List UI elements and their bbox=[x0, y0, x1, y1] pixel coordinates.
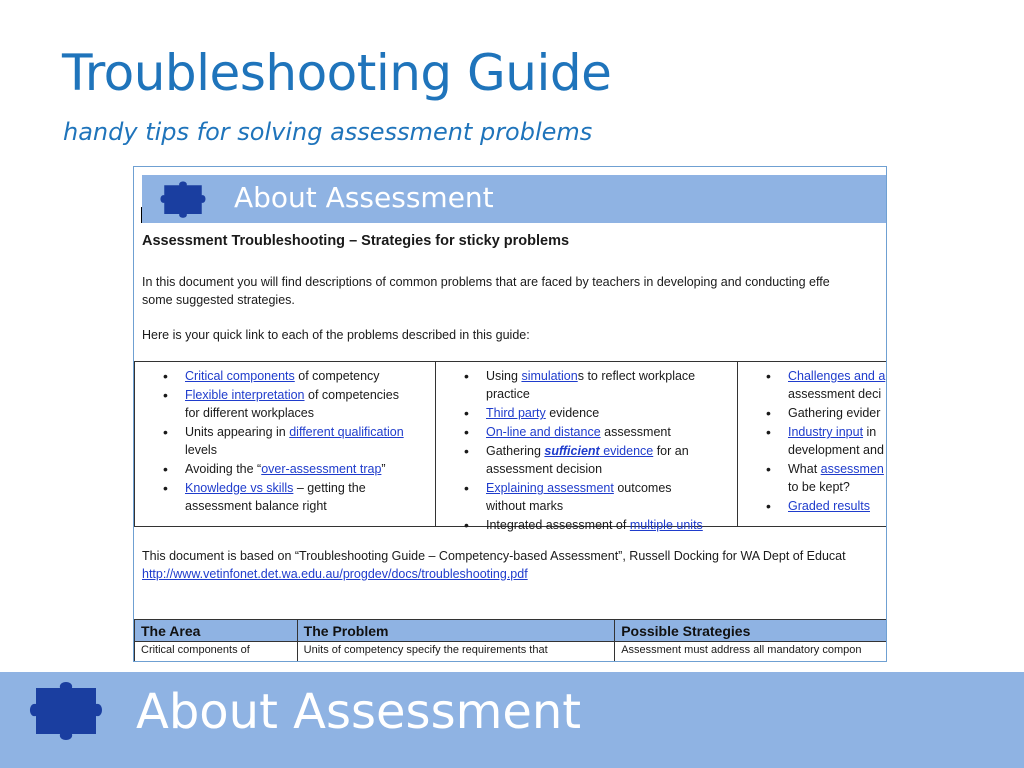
link-critical-components[interactable]: Critical components bbox=[185, 369, 295, 383]
list-item: • Critical components of competency bbox=[135, 367, 435, 385]
links-column-2 bbox=[436, 362, 738, 532]
list-item: • Gathering evider bbox=[738, 404, 887, 422]
list-item: • Avoiding the “over-assessment trap” bbox=[135, 460, 435, 478]
list-item: • What assessmen to be kept? bbox=[738, 460, 887, 496]
list-item: • Knowledge vs skills – getting the assessment balance right bbox=[135, 479, 435, 515]
footer-banner bbox=[0, 672, 1024, 768]
puzzle-piece-icon bbox=[152, 179, 214, 219]
link-sufficient[interactable]: sufficient bbox=[544, 444, 600, 458]
list-item: • Integrated assessment of multiple units bbox=[436, 516, 737, 534]
table-header: The Problem bbox=[297, 620, 615, 642]
intro-line-2: some suggested strategies. bbox=[142, 293, 295, 307]
links-column-1 bbox=[134, 362, 436, 526]
intro-line-1: In this document you will find descriptions of common problems that are faced by teachers in developing and conducting effe bbox=[142, 275, 830, 289]
list-item: • Gathering sufficient evidence for an assessment decision bbox=[436, 442, 737, 478]
quick-links-table bbox=[134, 361, 887, 532]
slide-subtitle: handy tips for solving assessment problems bbox=[63, 118, 593, 146]
table-header: Possible Strategies bbox=[615, 620, 887, 642]
document-banner bbox=[142, 175, 887, 223]
puzzle-piece-icon bbox=[20, 678, 112, 742]
source-url-link[interactable]: http://www.vetinfonet.det.wa.edu.au/progdev/docs/troubleshooting.pdf bbox=[142, 567, 528, 581]
link-online-distance[interactable]: On-line and distance bbox=[486, 425, 601, 439]
list-item: • Explaining assessment outcomes without marks bbox=[436, 479, 737, 515]
list-item: • On-line and distance assessment bbox=[436, 423, 737, 441]
link-different-qualification[interactable]: different qualification bbox=[289, 425, 404, 439]
quick-link-intro: Here is your quick link to each of the problems described in this guide: bbox=[142, 328, 530, 342]
list-item: • Using simulations to reflect workplace practice bbox=[436, 367, 737, 403]
link-multiple-units[interactable]: multiple units bbox=[629, 518, 703, 532]
document-preview bbox=[133, 166, 887, 662]
troubleshooting-table bbox=[134, 619, 887, 662]
link-over-assessment-trap[interactable]: over-assessment trap bbox=[261, 462, 382, 476]
table-row bbox=[135, 642, 888, 663]
list-item bbox=[738, 497, 887, 515]
document-heading: Assessment Troubleshooting – Strategies for sticky problems bbox=[142, 233, 570, 249]
list-item: • Challenges and a assessment deci bbox=[738, 367, 887, 403]
brand-name: About Assessment bbox=[234, 181, 494, 214]
link-challenges[interactable]: Challenges and a bbox=[788, 369, 886, 383]
table-cell: Units of competency specify the requirements that bbox=[297, 642, 615, 663]
link-third-party[interactable]: Third party bbox=[486, 406, 546, 420]
link-industry-input[interactable]: Industry input bbox=[788, 425, 864, 439]
link-explaining-assessment[interactable]: Explaining assessment bbox=[486, 481, 614, 495]
list-item: • Third party evidence bbox=[436, 404, 737, 422]
link-assessment-records[interactable]: assessmen bbox=[820, 462, 884, 476]
link-graded-results[interactable]: Graded results bbox=[788, 499, 870, 513]
document-intro bbox=[142, 273, 887, 309]
list-item: • Units appearing in different qualification levels bbox=[135, 423, 435, 459]
table-header: The Area bbox=[135, 620, 298, 642]
footer-brand-name: About Assessment bbox=[136, 684, 582, 740]
table-cell: Critical components of bbox=[135, 642, 298, 663]
link-evidence[interactable]: evidence bbox=[599, 444, 654, 458]
source-text: This document is based on “Troubleshooting Guide – Competency-based Assessment”, Russell Docking for WA Dept of Educat bbox=[142, 549, 846, 563]
document-source bbox=[142, 547, 887, 583]
slide-title: Troubleshooting Guide bbox=[62, 44, 612, 102]
table-cell: Assessment must address all mandatory compon bbox=[615, 642, 887, 663]
links-column-3 bbox=[738, 362, 887, 526]
link-simulation[interactable]: simulation bbox=[521, 369, 578, 383]
list-item: • Industry input in development and bbox=[738, 423, 887, 459]
link-flexible-interpretation[interactable]: Flexible interpretation bbox=[185, 388, 305, 402]
link-knowledge-vs-skills[interactable]: Knowledge vs skills bbox=[185, 481, 294, 495]
list-item: • Flexible interpretation of competencies for different workplaces bbox=[135, 386, 435, 422]
